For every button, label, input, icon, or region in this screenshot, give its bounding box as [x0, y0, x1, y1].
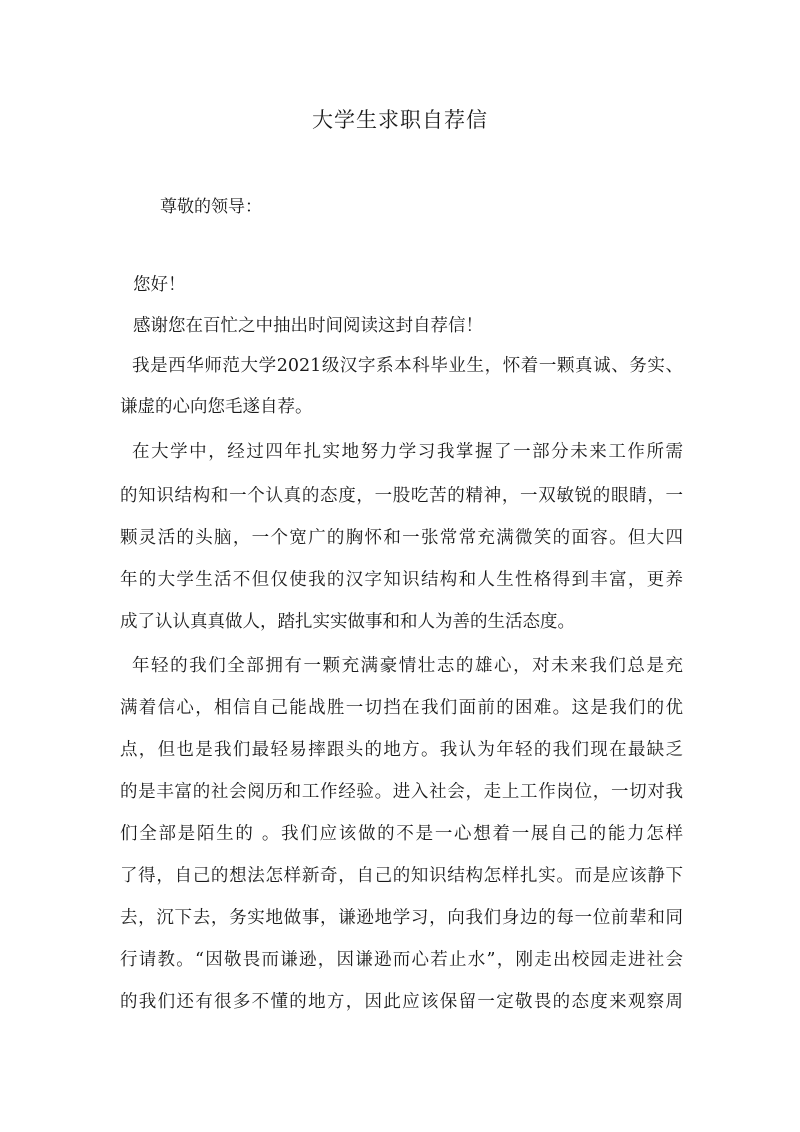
body-line: 颗灵活的头脑，一个宽广的胸怀和一张常常充满微笑的面容。但大四 [120, 528, 683, 548]
body-line: 年的大学生活不但仅使我的汉字知识结构和人生性格得到丰富，更养 [120, 570, 683, 590]
body-line: 谦虚的心向您毛遂自荐。 [120, 397, 313, 417]
body-line: 感谢您在百忙之中抽出时间阅读这封自荐信！ [133, 316, 483, 336]
body-line: 年轻的我们全部拥有一颗充满豪情壮志的雄心，对未来我们总是充 [132, 656, 683, 676]
body-line: 成了认认真真做人，踏扎实实做事和和人为善的生活态度。 [120, 612, 575, 632]
body-line: 满着信心，相信自己能战胜一切挡在我们面前的困难。这是我们的优 [120, 698, 683, 718]
body-line: 的知识结构和一个认真的态度，一股吃苦的精神，一双敏锐的眼睛，一 [120, 486, 683, 506]
body-line: 去，沉下去，务实地做事，谦逊地学习，向我们身边的每一位前辈和同 [120, 908, 683, 928]
body-line: 点，但也是我们最轻易摔跟头的地方。我认为年轻的我们现在最缺乏 [120, 740, 683, 760]
body-line: 们全部是陌生的 。我们应该做的不是一心想着一展自己的能力怎样 [120, 824, 683, 844]
body-line: 了得，自己的想法怎样新奇，自己的知识结构怎样扎实。而是应该静下 [120, 866, 683, 886]
salutation: 尊敬的领导： [160, 197, 262, 217]
body-line: 行请教。“因敬畏而谦逊，因谦逊而心若止水”，刚走出校园走进社会 [120, 950, 683, 970]
body-line: 的是丰富的社会阅历和工作经验。进入社会，走上工作岗位，一切对我 [120, 782, 683, 802]
body-line: 的我们还有很多不懂的地方，因此应该保留一定敬畏的态度来观察周 [120, 992, 683, 1012]
body-line: 我是西华师范大学2021级汉字系本科毕业生，怀着一颗真诚、务实、 [132, 356, 683, 376]
document-title: 大学生求职自荐信 [312, 108, 488, 132]
body-line: 在大学中，经过四年扎实地努力学习我掌握了一部分未来工作所需 [132, 442, 683, 462]
body-line: 您好！ [133, 275, 186, 295]
